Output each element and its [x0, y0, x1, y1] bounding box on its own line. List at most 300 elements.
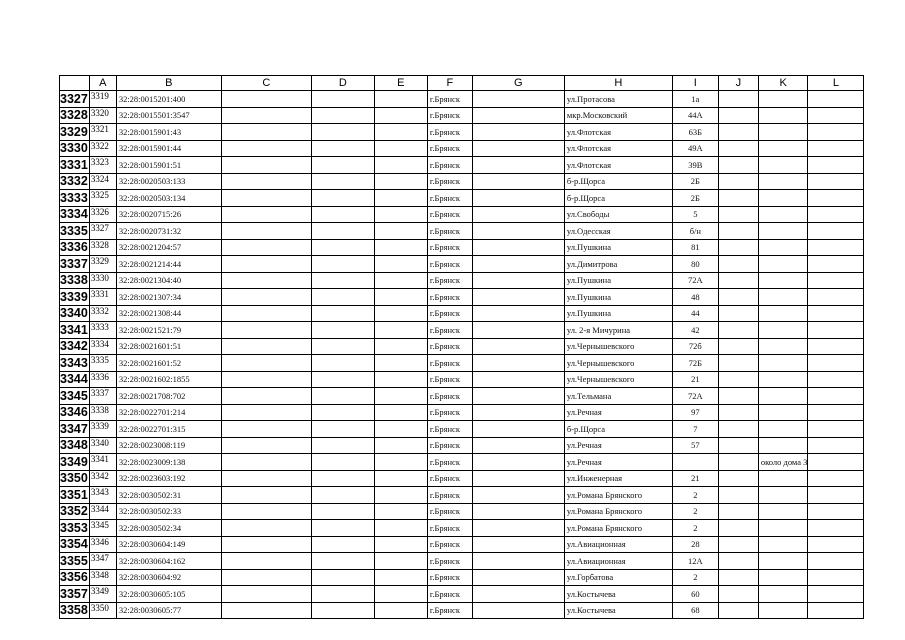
cell-h-street[interactable]: ул.Романа Брянского: [564, 487, 672, 504]
row-number[interactable]: 3355: [60, 553, 88, 568]
cell-l[interactable]: [808, 124, 864, 141]
cell-l[interactable]: [808, 239, 864, 256]
row-number[interactable]: 3351: [60, 487, 88, 502]
cell-i-house[interactable]: 72А: [672, 272, 718, 289]
cell-g[interactable]: [472, 206, 564, 223]
cell-e[interactable]: [374, 437, 427, 454]
cell-l[interactable]: [808, 107, 864, 124]
cell-i-house[interactable]: 44: [672, 305, 718, 322]
cell-h-street[interactable]: ул.Чернышевского: [564, 338, 672, 355]
cell-i-house[interactable]: 72А: [672, 388, 718, 405]
cell-d[interactable]: [311, 223, 374, 240]
cell-d[interactable]: [311, 355, 374, 372]
cell-j[interactable]: [718, 355, 758, 372]
cell-c[interactable]: [221, 206, 311, 223]
cell-k-note[interactable]: [758, 305, 808, 322]
cell-e[interactable]: [374, 553, 427, 570]
cell-b-cadastral[interactable]: 32:28:0020503:134: [116, 190, 221, 207]
cell-i-house[interactable]: 5: [672, 206, 718, 223]
cell-l[interactable]: [808, 206, 864, 223]
cell-g[interactable]: [472, 553, 564, 570]
cell-i-house[interactable]: 2: [672, 503, 718, 520]
row-number[interactable]: 3353: [60, 520, 88, 535]
cell-b-cadastral[interactable]: 32:28:0022701:315: [116, 421, 221, 438]
cell-h-street[interactable]: б-р.Щорса: [564, 173, 672, 190]
cell-a[interactable]: 3343: [89, 487, 116, 504]
cell-b-cadastral[interactable]: 32:28:0021602:1855: [116, 371, 221, 388]
cell-d[interactable]: [311, 503, 374, 520]
cell-j[interactable]: [718, 223, 758, 240]
row-number[interactable]: 3332: [60, 174, 88, 189]
cell-l[interactable]: [808, 404, 864, 421]
cell-a[interactable]: 3336: [89, 371, 116, 388]
cell-b-cadastral[interactable]: 32:28:0023009:138: [116, 454, 221, 471]
cell-c[interactable]: [221, 520, 311, 537]
cell-a[interactable]: 3345: [89, 520, 116, 537]
row-number[interactable]: 3335: [60, 223, 88, 238]
cell-b-cadastral[interactable]: 32:28:0030502:31: [116, 487, 221, 504]
cell-g[interactable]: [472, 140, 564, 157]
row-number[interactable]: 3345: [60, 388, 88, 403]
cell-i-house[interactable]: 21: [672, 371, 718, 388]
cell-b-cadastral[interactable]: 32:28:0021308:44: [116, 305, 221, 322]
cell-f-city[interactable]: г.Брянск: [427, 371, 472, 388]
cell-g[interactable]: [472, 322, 564, 339]
cell-c[interactable]: [221, 586, 311, 603]
cell-k-note[interactable]: [758, 338, 808, 355]
cell-i-house[interactable]: 1а: [672, 91, 718, 108]
cell-k-note[interactable]: [758, 437, 808, 454]
cell-h-street[interactable]: ул.Чернышевского: [564, 355, 672, 372]
cell-a[interactable]: 3325: [89, 190, 116, 207]
cell-c[interactable]: [221, 388, 311, 405]
cell-l[interactable]: [808, 223, 864, 240]
cell-c[interactable]: [221, 272, 311, 289]
cell-c[interactable]: [221, 91, 311, 108]
cell-h-street[interactable]: ул.Флотская: [564, 157, 672, 174]
row-number[interactable]: 3349: [60, 454, 88, 469]
cell-i-house[interactable]: [672, 454, 718, 471]
row-number[interactable]: 3347: [60, 421, 88, 436]
cell-b-cadastral[interactable]: 32:28:0030502:34: [116, 520, 221, 537]
cell-h-street[interactable]: ул.Костычева: [564, 602, 672, 619]
cell-l[interactable]: [808, 454, 864, 471]
cell-d[interactable]: [311, 272, 374, 289]
cell-f-city[interactable]: г.Брянск: [427, 173, 472, 190]
cell-e[interactable]: [374, 404, 427, 421]
cell-l[interactable]: [808, 305, 864, 322]
cell-g[interactable]: [472, 437, 564, 454]
cell-c[interactable]: [221, 553, 311, 570]
cell-b-cadastral[interactable]: 32:28:0020503:133: [116, 173, 221, 190]
cell-a[interactable]: 3349: [89, 586, 116, 603]
cell-f-city[interactable]: г.Брянск: [427, 124, 472, 141]
cell-j[interactable]: [718, 256, 758, 273]
cell-l[interactable]: [808, 586, 864, 603]
cell-c[interactable]: [221, 421, 311, 438]
cell-g[interactable]: [472, 157, 564, 174]
cell-g[interactable]: [472, 124, 564, 141]
cell-l[interactable]: [808, 256, 864, 273]
cell-g[interactable]: [472, 503, 564, 520]
cell-k-note[interactable]: [758, 223, 808, 240]
cell-j[interactable]: [718, 553, 758, 570]
cell-d[interactable]: [311, 322, 374, 339]
cell-c[interactable]: [221, 355, 311, 372]
cell-a[interactable]: 3322: [89, 140, 116, 157]
cell-f-city[interactable]: г.Брянск: [427, 586, 472, 603]
cell-i-house[interactable]: 12А: [672, 553, 718, 570]
cell-l[interactable]: [808, 338, 864, 355]
cell-l[interactable]: [808, 157, 864, 174]
cell-k-note[interactable]: [758, 553, 808, 570]
cell-c[interactable]: [221, 404, 311, 421]
row-number[interactable]: 3352: [60, 504, 88, 519]
cell-a[interactable]: 3342: [89, 470, 116, 487]
cell-d[interactable]: [311, 553, 374, 570]
cell-h-street[interactable]: ул.Тельмана: [564, 388, 672, 405]
column-header-a[interactable]: A: [89, 76, 116, 91]
cell-e[interactable]: [374, 470, 427, 487]
cell-b-cadastral[interactable]: 32:28:0030605:105: [116, 586, 221, 603]
cell-l[interactable]: [808, 355, 864, 372]
cell-d[interactable]: [311, 140, 374, 157]
cell-b-cadastral[interactable]: 32:28:0015901:44: [116, 140, 221, 157]
cell-d[interactable]: [311, 470, 374, 487]
cell-e[interactable]: [374, 454, 427, 471]
cell-h-street[interactable]: ул.Одесская: [564, 223, 672, 240]
cell-i-house[interactable]: 28: [672, 536, 718, 553]
cell-j[interactable]: [718, 239, 758, 256]
cell-a[interactable]: 3334: [89, 338, 116, 355]
cell-f-city[interactable]: г.Брянск: [427, 421, 472, 438]
cell-g[interactable]: [472, 239, 564, 256]
cell-c[interactable]: [221, 124, 311, 141]
cell-i-house[interactable]: 7: [672, 421, 718, 438]
cell-k-note[interactable]: [758, 124, 808, 141]
cell-j[interactable]: [718, 487, 758, 504]
cell-d[interactable]: [311, 404, 374, 421]
cell-k-note[interactable]: [758, 190, 808, 207]
cell-c[interactable]: [221, 157, 311, 174]
cell-e[interactable]: [374, 421, 427, 438]
cell-f-city[interactable]: г.Брянск: [427, 322, 472, 339]
cell-h-street[interactable]: ул.Костычева: [564, 586, 672, 603]
cell-f-city[interactable]: г.Брянск: [427, 536, 472, 553]
cell-d[interactable]: [311, 520, 374, 537]
cell-l[interactable]: [808, 487, 864, 504]
row-number[interactable]: 3331: [60, 157, 88, 172]
cell-e[interactable]: [374, 569, 427, 586]
cell-i-house[interactable]: 2Б: [672, 190, 718, 207]
cell-k-note[interactable]: [758, 520, 808, 537]
column-header-b[interactable]: B: [116, 76, 221, 91]
cell-e[interactable]: [374, 586, 427, 603]
cell-d[interactable]: [311, 206, 374, 223]
cell-k-note[interactable]: [758, 140, 808, 157]
cell-j[interactable]: [718, 569, 758, 586]
cell-f-city[interactable]: г.Брянск: [427, 553, 472, 570]
cell-h-street[interactable]: ул.Димитрова: [564, 256, 672, 273]
cell-l[interactable]: [808, 520, 864, 537]
cell-g[interactable]: [472, 487, 564, 504]
row-number[interactable]: 3330: [60, 141, 88, 156]
cell-e[interactable]: [374, 272, 427, 289]
row-number[interactable]: 3357: [60, 586, 88, 601]
cell-g[interactable]: [472, 91, 564, 108]
cell-c[interactable]: [221, 437, 311, 454]
cell-l[interactable]: [808, 503, 864, 520]
cell-b-cadastral[interactable]: 32:28:0015901:51: [116, 157, 221, 174]
row-number[interactable]: 3350: [60, 471, 88, 486]
cell-k-note[interactable]: [758, 586, 808, 603]
cell-d[interactable]: [311, 586, 374, 603]
cell-c[interactable]: [221, 223, 311, 240]
cell-g[interactable]: [472, 223, 564, 240]
cell-l[interactable]: [808, 437, 864, 454]
cell-d[interactable]: [311, 289, 374, 306]
cell-a[interactable]: 3323: [89, 157, 116, 174]
cell-i-house[interactable]: 63Б: [672, 124, 718, 141]
cell-l[interactable]: [808, 421, 864, 438]
cell-g[interactable]: [472, 173, 564, 190]
cell-h-street[interactable]: ул. 2-я Мичурина: [564, 322, 672, 339]
cell-k-note[interactable]: [758, 388, 808, 405]
cell-h-street[interactable]: ул.Флотская: [564, 124, 672, 141]
cell-d[interactable]: [311, 239, 374, 256]
cell-a[interactable]: 3341: [89, 454, 116, 471]
cell-j[interactable]: [718, 536, 758, 553]
cell-a[interactable]: 3346: [89, 536, 116, 553]
cell-k-note[interactable]: [758, 173, 808, 190]
cell-e[interactable]: [374, 371, 427, 388]
cell-k-note[interactable]: [758, 470, 808, 487]
cell-l[interactable]: [808, 569, 864, 586]
cell-a[interactable]: 3329: [89, 256, 116, 273]
cell-i-house[interactable]: 42: [672, 322, 718, 339]
cell-c[interactable]: [221, 107, 311, 124]
cell-f-city[interactable]: г.Брянск: [427, 239, 472, 256]
cell-g[interactable]: [472, 338, 564, 355]
cell-d[interactable]: [311, 190, 374, 207]
row-number[interactable]: 3329: [60, 124, 88, 139]
column-header-i[interactable]: I: [672, 76, 718, 91]
cell-b-cadastral[interactable]: 32:28:0021601:51: [116, 338, 221, 355]
cell-c[interactable]: [221, 338, 311, 355]
column-header-d[interactable]: D: [311, 76, 374, 91]
cell-j[interactable]: [718, 140, 758, 157]
cell-a[interactable]: 3324: [89, 173, 116, 190]
cell-c[interactable]: [221, 503, 311, 520]
row-number[interactable]: 3336: [60, 240, 88, 255]
cell-a[interactable]: 3348: [89, 569, 116, 586]
cell-d[interactable]: [311, 91, 374, 108]
cell-j[interactable]: [718, 454, 758, 471]
cell-i-house[interactable]: 2Б: [672, 173, 718, 190]
cell-e[interactable]: [374, 520, 427, 537]
cell-g[interactable]: [472, 388, 564, 405]
cell-f-city[interactable]: г.Брянск: [427, 91, 472, 108]
cell-i-house[interactable]: 49А: [672, 140, 718, 157]
cell-j[interactable]: [718, 305, 758, 322]
cell-f-city[interactable]: г.Брянск: [427, 520, 472, 537]
cell-a[interactable]: 3350: [89, 602, 116, 619]
cell-e[interactable]: [374, 322, 427, 339]
cell-h-street[interactable]: ул.Авиационная: [564, 553, 672, 570]
cell-i-house[interactable]: 57: [672, 437, 718, 454]
cell-f-city[interactable]: г.Брянск: [427, 157, 472, 174]
cell-l[interactable]: [808, 140, 864, 157]
cell-l[interactable]: [808, 190, 864, 207]
row-number[interactable]: 3341: [60, 322, 88, 337]
cell-d[interactable]: [311, 487, 374, 504]
cell-l[interactable]: [808, 388, 864, 405]
cell-h-street[interactable]: б-р.Щорса: [564, 421, 672, 438]
cell-b-cadastral[interactable]: 32:28:0020715:26: [116, 206, 221, 223]
cell-d[interactable]: [311, 124, 374, 141]
cell-e[interactable]: [374, 140, 427, 157]
cell-d[interactable]: [311, 569, 374, 586]
cell-h-street[interactable]: ул.Протасова: [564, 91, 672, 108]
cell-a[interactable]: 3338: [89, 404, 116, 421]
row-number[interactable]: 3344: [60, 372, 88, 387]
cell-k-note[interactable]: [758, 256, 808, 273]
cell-j[interactable]: [718, 157, 758, 174]
cell-b-cadastral[interactable]: 32:28:0022701:214: [116, 404, 221, 421]
cell-i-house[interactable]: 2: [672, 569, 718, 586]
row-number[interactable]: 3354: [60, 537, 88, 552]
column-header-j[interactable]: J: [718, 76, 758, 91]
cell-d[interactable]: [311, 602, 374, 619]
cell-d[interactable]: [311, 421, 374, 438]
cell-j[interactable]: [718, 520, 758, 537]
row-number[interactable]: 3337: [60, 256, 88, 271]
row-number[interactable]: 3358: [60, 603, 88, 618]
cell-f-city[interactable]: г.Брянск: [427, 206, 472, 223]
cell-f-city[interactable]: г.Брянск: [427, 190, 472, 207]
cell-f-city[interactable]: г.Брянск: [427, 305, 472, 322]
cell-h-street[interactable]: ул.Пушкина: [564, 239, 672, 256]
cell-g[interactable]: [472, 602, 564, 619]
cell-a[interactable]: 3328: [89, 239, 116, 256]
cell-k-note[interactable]: [758, 355, 808, 372]
cell-d[interactable]: [311, 107, 374, 124]
row-number[interactable]: 3338: [60, 273, 88, 288]
cell-b-cadastral[interactable]: 32:28:0030604:162: [116, 553, 221, 570]
cell-e[interactable]: [374, 503, 427, 520]
cell-j[interactable]: [718, 586, 758, 603]
cell-l[interactable]: [808, 91, 864, 108]
cell-f-city[interactable]: г.Брянск: [427, 437, 472, 454]
cell-f-city[interactable]: г.Брянск: [427, 355, 472, 372]
cell-a[interactable]: 3344: [89, 503, 116, 520]
cell-j[interactable]: [718, 107, 758, 124]
cell-a[interactable]: 3340: [89, 437, 116, 454]
row-number[interactable]: 3356: [60, 570, 88, 585]
cell-j[interactable]: [718, 124, 758, 141]
cell-i-house[interactable]: 2: [672, 487, 718, 504]
cell-k-note[interactable]: [758, 289, 808, 306]
cell-f-city[interactable]: г.Брянск: [427, 256, 472, 273]
cell-h-street[interactable]: мкр.Московский: [564, 107, 672, 124]
cell-j[interactable]: [718, 289, 758, 306]
cell-e[interactable]: [374, 190, 427, 207]
cell-h-street[interactable]: ул.Пушкина: [564, 305, 672, 322]
cell-d[interactable]: [311, 173, 374, 190]
row-number[interactable]: 3346: [60, 405, 88, 420]
cell-g[interactable]: [472, 305, 564, 322]
cell-e[interactable]: [374, 355, 427, 372]
cell-k-note[interactable]: [758, 536, 808, 553]
cell-f-city[interactable]: г.Брянск: [427, 388, 472, 405]
cell-k-note[interactable]: [758, 602, 808, 619]
cell-g[interactable]: [472, 289, 564, 306]
cell-g[interactable]: [472, 190, 564, 207]
cell-j[interactable]: [718, 388, 758, 405]
cell-c[interactable]: [221, 239, 311, 256]
cell-h-street[interactable]: ул.Пушкина: [564, 272, 672, 289]
cell-f-city[interactable]: г.Брянск: [427, 454, 472, 471]
cell-j[interactable]: [718, 173, 758, 190]
cell-i-house[interactable]: 80: [672, 256, 718, 273]
cell-k-note[interactable]: [758, 157, 808, 174]
cell-l[interactable]: [808, 536, 864, 553]
cell-k-note[interactable]: [758, 421, 808, 438]
cell-b-cadastral[interactable]: 32:28:0021601:52: [116, 355, 221, 372]
column-header-c[interactable]: C: [221, 76, 311, 91]
cell-i-house[interactable]: б/н: [672, 223, 718, 240]
column-header-k[interactable]: K: [758, 76, 808, 91]
cell-h-street[interactable]: ул.Речная: [564, 437, 672, 454]
cell-e[interactable]: [374, 338, 427, 355]
cell-h-street[interactable]: ул.Речная: [564, 404, 672, 421]
cell-f-city[interactable]: г.Брянск: [427, 503, 472, 520]
cell-d[interactable]: [311, 256, 374, 273]
cell-e[interactable]: [374, 223, 427, 240]
cell-i-house[interactable]: 68: [672, 602, 718, 619]
cell-a[interactable]: 3326: [89, 206, 116, 223]
cell-d[interactable]: [311, 536, 374, 553]
cell-b-cadastral[interactable]: 32:28:0021204:57: [116, 239, 221, 256]
cell-a[interactable]: 3319: [89, 91, 116, 108]
cell-f-city[interactable]: г.Брянск: [427, 107, 472, 124]
cell-c[interactable]: [221, 256, 311, 273]
cell-l[interactable]: [808, 602, 864, 619]
column-header-l[interactable]: L: [808, 76, 864, 91]
cell-e[interactable]: [374, 256, 427, 273]
cell-d[interactable]: [311, 454, 374, 471]
row-number[interactable]: 3334: [60, 207, 88, 222]
cell-b-cadastral[interactable]: 32:28:0021304:40: [116, 272, 221, 289]
cell-l[interactable]: [808, 173, 864, 190]
cell-j[interactable]: [718, 437, 758, 454]
cell-f-city[interactable]: г.Брянск: [427, 140, 472, 157]
cell-h-street[interactable]: ул.Речная: [564, 454, 672, 471]
cell-k-note[interactable]: [758, 503, 808, 520]
cell-g[interactable]: [472, 536, 564, 553]
cell-g[interactable]: [472, 470, 564, 487]
cell-i-house[interactable]: 81: [672, 239, 718, 256]
cell-i-house[interactable]: 72б: [672, 338, 718, 355]
cell-j[interactable]: [718, 91, 758, 108]
cell-k-note[interactable]: [758, 91, 808, 108]
cell-i-house[interactable]: 39В: [672, 157, 718, 174]
cell-g[interactable]: [472, 454, 564, 471]
cell-j[interactable]: [718, 503, 758, 520]
cell-f-city[interactable]: г.Брянск: [427, 470, 472, 487]
cell-j[interactable]: [718, 470, 758, 487]
cell-c[interactable]: [221, 371, 311, 388]
